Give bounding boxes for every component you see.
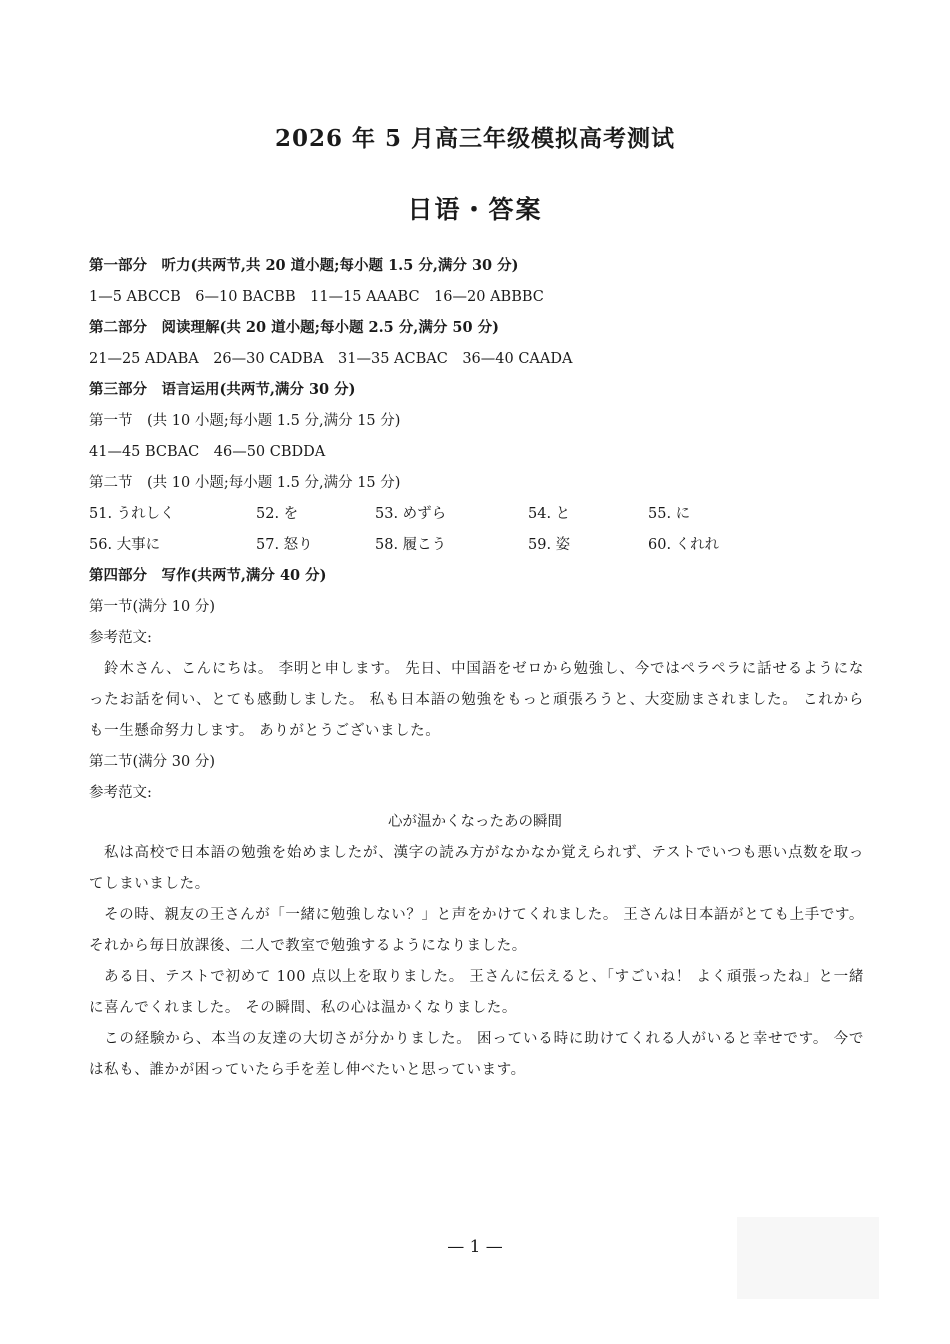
- essay-title: 心が温かくなったあの瞬間: [388, 814, 562, 830]
- part4-section2-ref-label: 参考范文:: [89, 785, 152, 801]
- part4-section1-ref-label: 参考范文:: [89, 630, 152, 646]
- answer-cell: 54. と: [528, 506, 571, 522]
- part2-heading: 第二部分 阅读理解(共 20 道小题;每小题 2.5 分,满分 50 分): [89, 319, 499, 336]
- part4-section2-heading: 第二节(满分 30 分): [89, 754, 215, 770]
- essay-paragraph: 私は高校で日本語の勉強を始めましたが、漢字の読み方がなかなか覚えられず、テストでいつも悪い点数を取ってしまいました。: [89, 845, 864, 892]
- page-subtitle: 日语・答案: [407, 195, 543, 224]
- answer-cell: 52. を: [256, 506, 299, 522]
- answer-cell: 51. うれしく: [89, 506, 175, 522]
- part4-section1-text: 鈴木さん、こんにちは。 李明と申します。 先日、中国語をゼロから勉強し、今ではペラペラに話せるようになったお話を伺い、とても感動しました。 私も日本語の勉強をもっと頑張ろうと、大変励まされました。 これからも一生懸命努力します。 ありがとうございました。: [89, 661, 864, 739]
- essay-paragraph: その時、親友の王さんが「一緒に勉強しない？」と声をかけてくれました。 王さんは日本語がとても上手です。 それから毎日放課後、二人で教室で勉強するようになりました。: [89, 907, 864, 954]
- part1-answers: 1—5 ABCCB 6—10 BACBB 11—15 AAABC 16—20 ABBBC: [89, 289, 544, 305]
- part3-section1-answers: 41—45 BCBAC 46—50 CBDDA: [89, 444, 326, 460]
- answer-cell: 55. に: [648, 506, 691, 522]
- corner-shaded-area: [737, 1217, 879, 1299]
- answer-cell: 59. 姿: [528, 537, 571, 553]
- answer-cell: 53. めずら: [375, 506, 447, 522]
- answer-cell: 58. 履こう: [375, 537, 447, 553]
- answer-cell: 60. くれれ: [648, 537, 720, 553]
- page-title: 2026 年 5 月高三年级模拟高考测试: [274, 125, 676, 152]
- part3-section1-heading: 第一节 (共 10 小题;每小题 1.5 分,满分 15 分): [89, 413, 401, 429]
- part1-heading: 第一部分 听力(共两节,共 20 道小题;每小题 1.5 分,满分 30 分): [89, 257, 519, 274]
- answer-cell: 56. 大事に: [89, 537, 161, 553]
- essay-paragraph: この経験から、本当の友達の大切さが分かりました。 困っている時に助けてくれる人がいると幸せです。 今では私も、誰かが困っていたら手を差し伸べたいと思っています。: [89, 1031, 864, 1078]
- page-number: — 1 —: [447, 1237, 503, 1257]
- part3-heading: 第三部分 语言运用(共两节,满分 30 分): [89, 381, 356, 398]
- part4-heading: 第四部分 写作(共两节,满分 40 分): [89, 567, 327, 584]
- part3-section2-heading: 第二节 (共 10 小题;每小题 1.5 分,满分 15 分): [89, 475, 401, 491]
- part2-answers: 21—25 ADABA 26—30 CADBA 31—35 ACBAC 36—40 CAADA: [89, 351, 573, 367]
- answer-cell: 57. 怒り: [256, 537, 313, 553]
- part4-section1-heading: 第一节(满分 10 分): [89, 599, 215, 615]
- essay-paragraph: ある日、テストで初めて 100 点以上を取りました。 王さんに伝えると、「すごいね！ よく頑張ったね」と一緒に喜んでくれました。 その瞬間、私の心は温かくなりました。: [89, 969, 864, 1016]
